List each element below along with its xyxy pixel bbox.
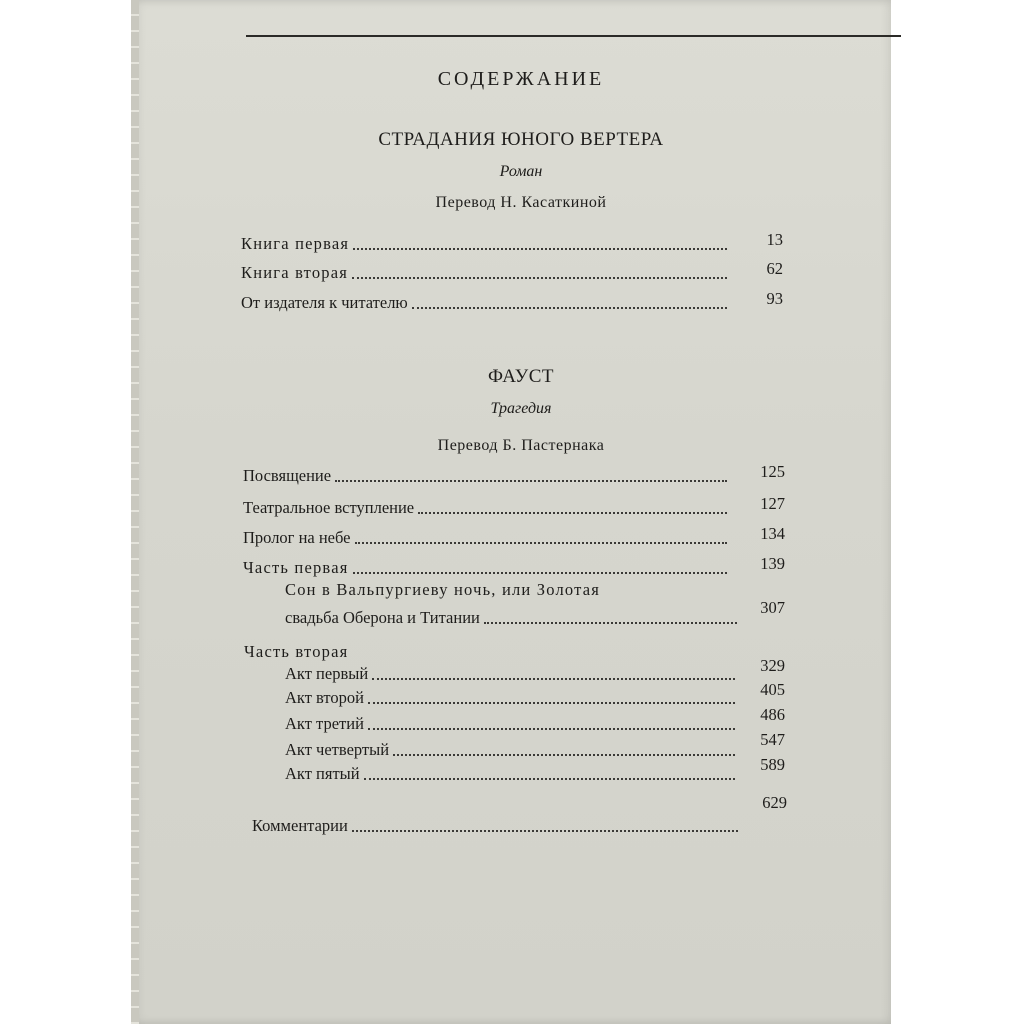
toc-entry[interactable] — [285, 684, 739, 708]
contents-heading: СОДЕРЖАНИЕ — [437, 68, 605, 90]
leader-dots — [412, 307, 727, 309]
toc-entry-page: 486 — [760, 705, 785, 724]
toc-entry[interactable] — [241, 230, 731, 254]
toc-entry-label: свадьба Оберона и Титании — [285, 608, 480, 627]
werther-translator: Перевод Н. Касаткиной — [435, 194, 607, 211]
book-page — [131, 0, 891, 1024]
top-rule — [246, 35, 901, 37]
toc-entry-page: 13 — [766, 230, 783, 249]
leader-dots — [372, 678, 735, 680]
toc-entry[interactable] — [243, 494, 731, 518]
faust-title: ФАУСТ — [487, 366, 555, 387]
toc-entry[interactable] — [285, 660, 739, 684]
toc-entry-label: Театральное вступление — [243, 498, 415, 517]
toc-entry-label: Акт третий — [285, 714, 364, 733]
toc-entry-page: 589 — [760, 755, 785, 774]
faust-translator: Перевод Б. Пастернака — [437, 437, 605, 454]
toc-entry-label: От издателя к читателю — [241, 293, 408, 312]
toc-entry-label: Книга первая — [241, 234, 350, 253]
toc-entry[interactable] — [241, 259, 731, 283]
toc-entry[interactable] — [243, 462, 731, 486]
toc-entry-label: Акт первый — [285, 664, 369, 683]
toc-entry-page: 329 — [760, 656, 785, 675]
toc-entry-label: Часть первая — [243, 558, 349, 577]
toc-entry[interactable] — [243, 554, 731, 578]
leader-dots — [364, 778, 735, 780]
toc-entry-page: 62 — [766, 259, 783, 278]
toc-entry[interactable] — [285, 604, 741, 628]
toc-entry-page: 134 — [760, 524, 785, 543]
leader-dots — [368, 728, 735, 730]
faust-genre: Трагедия — [490, 400, 552, 417]
toc-entry-label: Посвящение — [243, 466, 332, 485]
page-spine — [131, 0, 139, 1024]
leader-dots — [335, 480, 727, 482]
toc-entry-label: Акт второй — [285, 688, 365, 707]
toc-entry[interactable] — [252, 812, 742, 836]
toc-entry[interactable] — [241, 289, 731, 313]
toc-entry[interactable] — [243, 524, 731, 548]
toc-entry-label: Комментарии — [252, 816, 348, 835]
toc-entry-page: 139 — [760, 554, 785, 573]
leader-dots — [368, 702, 735, 704]
toc-entry-label: Книга вторая — [241, 263, 349, 282]
toc-entry-page: 405 — [760, 680, 785, 699]
leader-dots — [353, 248, 727, 250]
leader-dots — [484, 622, 737, 624]
leader-dots — [352, 830, 738, 832]
toc-entry-page: 629 — [762, 793, 787, 812]
leader-dots — [418, 512, 727, 514]
leader-dots — [393, 754, 735, 756]
leader-dots — [352, 277, 727, 279]
leader-dots — [355, 542, 727, 544]
part-two-label: Часть вторая — [244, 642, 349, 661]
leader-dots — [353, 572, 727, 574]
toc-entry[interactable] — [285, 760, 739, 784]
toc-entry-page: 125 — [760, 462, 785, 481]
toc-entry-label-line1: Сон в Вальпургиеву ночь, или Золотая — [285, 580, 601, 599]
toc-entry-page: 93 — [766, 289, 783, 308]
toc-entry[interactable] — [285, 710, 739, 734]
werther-title: СТРАДАНИЯ ЮНОГО ВЕРТЕРА — [378, 129, 664, 150]
toc-entry-page: 547 — [760, 730, 785, 749]
toc-entry-page: 127 — [760, 494, 785, 513]
werther-genre: Роман — [499, 163, 543, 180]
toc-entry-label: Акт пятый — [285, 764, 360, 783]
toc-entry-page: 307 — [760, 598, 785, 617]
toc-entry[interactable] — [285, 736, 739, 760]
toc-entry-label: Акт четвертый — [285, 740, 390, 759]
toc-entry-label: Пролог на небе — [243, 528, 351, 547]
